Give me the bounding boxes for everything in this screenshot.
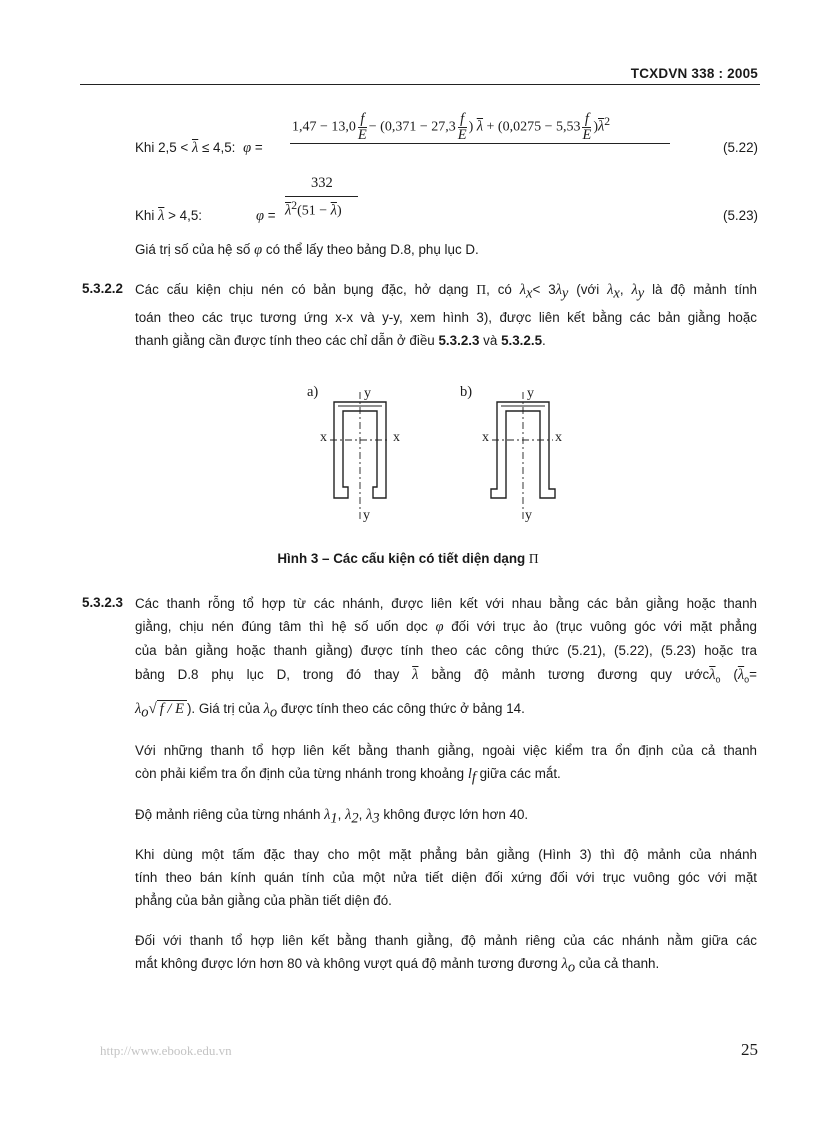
page-number: 25 (741, 1040, 758, 1059)
text-line: còn phải kiểm tra ổn định của từng nhánh trong khoảng $l_f$ giữa các mắt. (135, 766, 561, 786)
axis-label-y-top-a: y (364, 386, 371, 401)
axis-label-y-bottom-b: y (525, 508, 532, 523)
phi-symbol: φ (243, 140, 252, 156)
equals-sign: = (254, 140, 263, 155)
section-number-5322: 5.3.2.2 (82, 281, 123, 296)
equals-sign: = (267, 208, 276, 223)
fraction-f-over-E: $\frac{f}{E}$ (457, 111, 467, 143)
body-text: có thể lấy theo bảng D.8, phụ lục D. (265, 242, 479, 257)
lambda-bar-symbol: $\overline{\lambda}$ (476, 118, 484, 135)
figure-label-a: a) (307, 384, 319, 400)
lambda-bar-symbol: $\overline{\lambda}$ (158, 208, 165, 224)
lambda-bar-symbol: $\overline{\lambda}$ (598, 118, 605, 135)
text-line: toán theo các trục tương ứng x-x và y-y, xem hình 3), được liên kết bằng các bản giằng hoặc (135, 309, 757, 325)
text-line: Khi dùng một tấm đặc thay cho một mặt phẳng bản giằng (Hình 3) thì độ mảnh của nhánh (135, 847, 757, 862)
phi-symbol: φ (254, 242, 263, 258)
formula-523-number: (5.23) (723, 208, 758, 223)
figure-caption: Hình 3 – Các cấu kiện có tiết diện dạng Π (277, 551, 539, 566)
numerator-term: − (0,371 − 27,3 (368, 119, 456, 135)
exponent: 2 (604, 115, 611, 129)
axis-label-y-top-b: y (527, 386, 534, 401)
axis-label-x-left-a: x (320, 430, 327, 445)
text-line: Các cấu kiện chịu nén có bản bụng đặc, hở dạng Π, có $\lambda_x< 3\lambda_y$ (với $\lambda_x$, $\lambda_y$ là độ mảnh tính (135, 282, 757, 302)
text-line: Đối với thanh tổ hợp liên kết bằng thanh giằng, độ mảnh riêng của các nhánh nằm giữa các (135, 933, 757, 948)
text-line: tính theo bán kính quán tính của một nửa tiết diện đối xứng đối với trục vuông góc với mặt (135, 870, 757, 885)
text-line: phẳng của bản giằng của phần tiết diện đó. (135, 893, 392, 908)
denominator-term: (51 − (297, 203, 328, 219)
figure-label-b: b) (460, 384, 473, 400)
condition-text: Khi (135, 208, 155, 223)
denominator-term: ) (336, 203, 342, 219)
condition-text: Khi 2,5 < (135, 140, 189, 155)
body-text: Giá trị số của hệ số (135, 242, 251, 257)
fraction-f-over-E: $\frac{f}{E}$ (582, 111, 592, 143)
text-line: mắt không được lớn hơn 80 và không vượt quá độ mảnh tương đương $\lambda_o$ của cả thanh. (135, 956, 660, 976)
condition-text: ≤ 4,5: (201, 140, 236, 155)
section-5323-line4: bảng D.8 phụ lục D, trong đó thay $\overline{\lambda}$ bằng độ mảnh tương đương quy $ước\overline{\lambda}_o$ ($\overline{\lambda}_o=$ (135, 667, 757, 685)
footer-url: http://www.ebook.edu.vn (100, 1043, 232, 1058)
axis-label-y-bottom-a: y (363, 508, 370, 523)
paragraph-lattice-limit (135, 929, 757, 980)
formula-523-numerator: 332 (311, 175, 333, 191)
numerator-term: ) (593, 119, 599, 135)
text-line: giằng, chịu nén đúng tâm thì hệ số uốn dọc φ đối với trục ảo (trục vuông góc với mặt phẳng (135, 619, 757, 635)
numerator-term: + (0,0275 − 5,53 (483, 119, 581, 135)
fraction-f-over-E: $\frac{f}{E}$ (357, 111, 367, 143)
lambda-bar-symbol: $\overline{\lambda}$ (285, 202, 292, 219)
paragraph-branch-slenderness: Độ mảnh riêng của từng nhánh $\lambda_1$, $\lambda_2$, $\lambda_3$ không được lớn hơn 40. (135, 807, 529, 827)
numerator-term: ) (468, 119, 477, 135)
section-5323-text (135, 592, 757, 662)
text-line: Các thanh rỗng tổ hợp từ các nhánh, được liên kết với nhau bằng các bản giằng hoặc thanh (135, 596, 757, 611)
lambda-bar-symbol: $\overline{\lambda}$ (191, 140, 199, 156)
axis-label-x-right-b: x (555, 430, 562, 445)
sqrt-radicand: f / E (157, 700, 187, 717)
axis-label-x-right-a: x (393, 430, 400, 445)
text-line: của bản giằng hoặc thanh giằng) được tính theo các công thức (5.21), (5.22), (5.23) hoặc tra (135, 643, 757, 658)
lambda-bar-symbol: $\overline{\lambda}$ (330, 202, 337, 219)
exponent: 2 (291, 199, 298, 212)
condition-text: > 4,5: (168, 208, 202, 223)
paragraph-solid-plate (135, 843, 757, 912)
standard-code: TCXDVN 338 : 2005 (630, 66, 758, 81)
phi-symbol: φ (256, 208, 265, 224)
section-number-5323: 5.3.2.3 (82, 595, 123, 610)
text-line: Với những thanh tổ hợp liên kết bằng thanh giằng, ngoài việc kiểm tra ổn định của cả thanh (135, 743, 757, 758)
axis-label-x-left-b: x (482, 430, 489, 445)
numerator-term: 1,47 − 13,0 (292, 119, 356, 135)
section-5323-line5: $\lambda_o√$ f / E ). Giá trị của $\lambda_o$ được tính theo các công thức ở bảng 14. (135, 701, 525, 721)
formula-522-number: (5.22) (723, 140, 758, 155)
paragraph-stability-check (135, 739, 757, 790)
text-line: thanh giằng cần được tính theo các chỉ dẫn ở điều 5.3.2.3 và 5.3.2.5. (135, 332, 546, 348)
